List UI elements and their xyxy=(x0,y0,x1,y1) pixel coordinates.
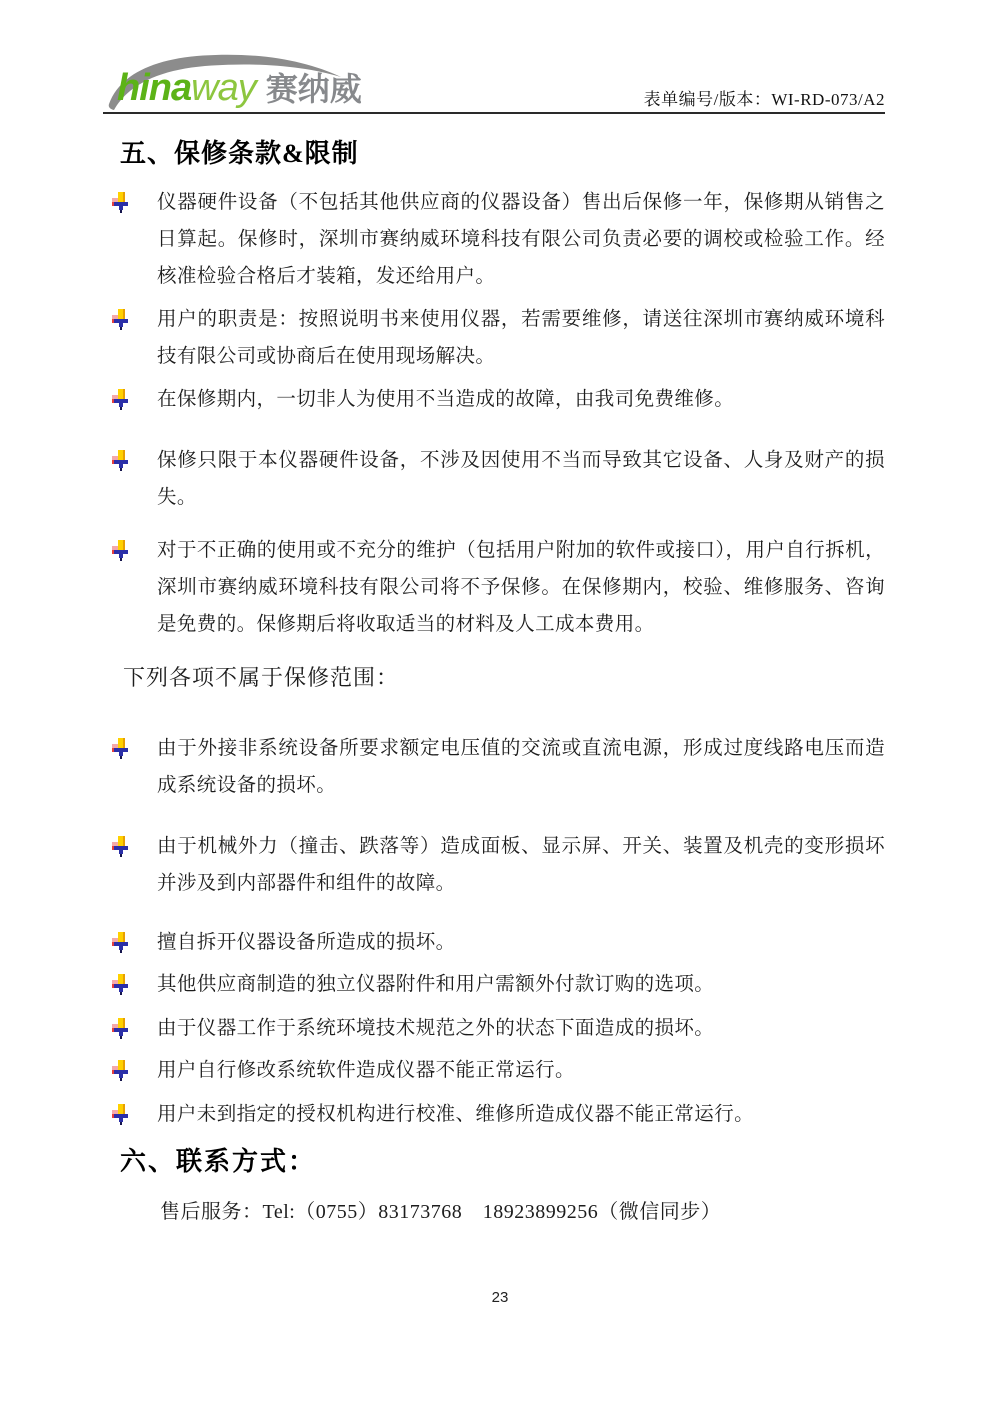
arrow-bullet-icon xyxy=(112,192,129,214)
arrow-bullet-icon xyxy=(112,389,129,411)
bullet-text: 保修只限于本仪器硬件设备，不涉及因使用不当而导致其它设备、人身及财产的损失。 xyxy=(157,450,885,508)
section-title-contact: 六、联系方式： xyxy=(120,1147,317,1176)
bullet-text: 擅自拆开仪器设备所造成的损坏。 xyxy=(157,932,456,953)
exclusions-bullet-list xyxy=(103,730,885,1133)
logo-text-cjk: 赛纳威 xyxy=(265,71,362,107)
arrow-bullet-icon xyxy=(112,450,129,472)
page-header xyxy=(103,0,885,112)
bullet-text: 由于仪器工作于系统环境技术规范之外的状态下面造成的损坏。 xyxy=(157,1018,715,1039)
warranty-bullet-list xyxy=(103,184,885,643)
logo-wordmark xyxy=(117,64,362,110)
bullet-text: 用户自行修改系统软件造成仪器不能正常运行。 xyxy=(157,1060,575,1081)
bullet-text: 对于不正确的使用或不充分的维护（包括用户附加的软件或接口），用户自行拆机，深圳市赛纳威环境科技有限公司将不予保修。在保修期内，校验、维修服务、咨询是免费的。保修期后将收取适当的材料及人工成本费用。 xyxy=(157,540,885,635)
arrow-bullet-icon xyxy=(112,932,129,954)
arrow-bullet-icon xyxy=(112,1060,129,1082)
bullet-item xyxy=(103,442,885,516)
section-title-warranty: 五、保修条款&限制 xyxy=(120,139,359,168)
form-code-label: 表单编号/版本：WI-RD-073/A2 xyxy=(643,90,885,109)
exclusions-subtitle: 下列各项不属于保修范围： xyxy=(123,665,400,690)
bullet-item xyxy=(103,1052,885,1089)
bullet-text: 用户的职责是：按照说明书来使用仪器，若需要维修，请送往深圳市赛纳威环境科技有限公司或协商后在使用现场解决。 xyxy=(157,309,885,367)
arrow-bullet-icon xyxy=(112,1104,129,1126)
bullet-text: 其他供应商制造的独立仪器附件和用户需额外付款订购的选项。 xyxy=(157,974,715,995)
logo-text-hina: hina xyxy=(117,67,192,109)
bullet-item xyxy=(103,1096,885,1133)
bullet-text: 仪器硬件设备（不包括其他供应商的仪器设备）售出后保修一年，保修期从销售之日算起。保修时，深圳市赛纳威环境科技有限公司负责必要的调校或检验工作。经核准检验合格后才装箱，发还给用户。 xyxy=(157,192,885,287)
arrow-bullet-icon xyxy=(112,738,129,760)
bullet-item xyxy=(103,301,885,375)
bullet-text: 由于机械外力（撞击、跌落等）造成面板、显示屏、开关、装置及机壳的变形损坏并涉及到内部器件和组件的故障。 xyxy=(157,836,885,894)
page-number: 23 xyxy=(491,1289,509,1306)
bullet-item xyxy=(103,730,885,804)
bullet-text: 用户未到指定的授权机构进行校准、维修所造成仪器不能正常运行。 xyxy=(157,1104,755,1125)
logo-text-way: way xyxy=(191,67,256,109)
bullet-item xyxy=(103,532,885,643)
arrow-bullet-icon xyxy=(112,1018,129,1040)
arrow-bullet-icon xyxy=(112,974,129,996)
page-content xyxy=(103,0,885,1224)
arrow-bullet-icon xyxy=(112,540,129,562)
arrow-bullet-icon xyxy=(112,309,129,331)
bullet-item xyxy=(103,924,885,961)
contact-info: 售后服务：Tel:（0755）83173768 18923899256（微信同步） xyxy=(160,1201,722,1223)
bullet-text: 由于外接非系统设备所要求额定电压值的交流或直流电源，形成过度线路电压而造成系统设备的损坏。 xyxy=(157,738,885,796)
bullet-item xyxy=(103,828,885,902)
bullet-item xyxy=(103,1010,885,1047)
arrow-bullet-icon xyxy=(112,836,129,858)
bullet-item xyxy=(103,966,885,1003)
bullet-text: 在保修期内，一切非人为使用不当造成的故障，由我司免费维修。 xyxy=(157,389,735,410)
bullet-item xyxy=(103,184,885,295)
bullet-item xyxy=(103,381,885,418)
chinaway-logo xyxy=(103,56,543,112)
